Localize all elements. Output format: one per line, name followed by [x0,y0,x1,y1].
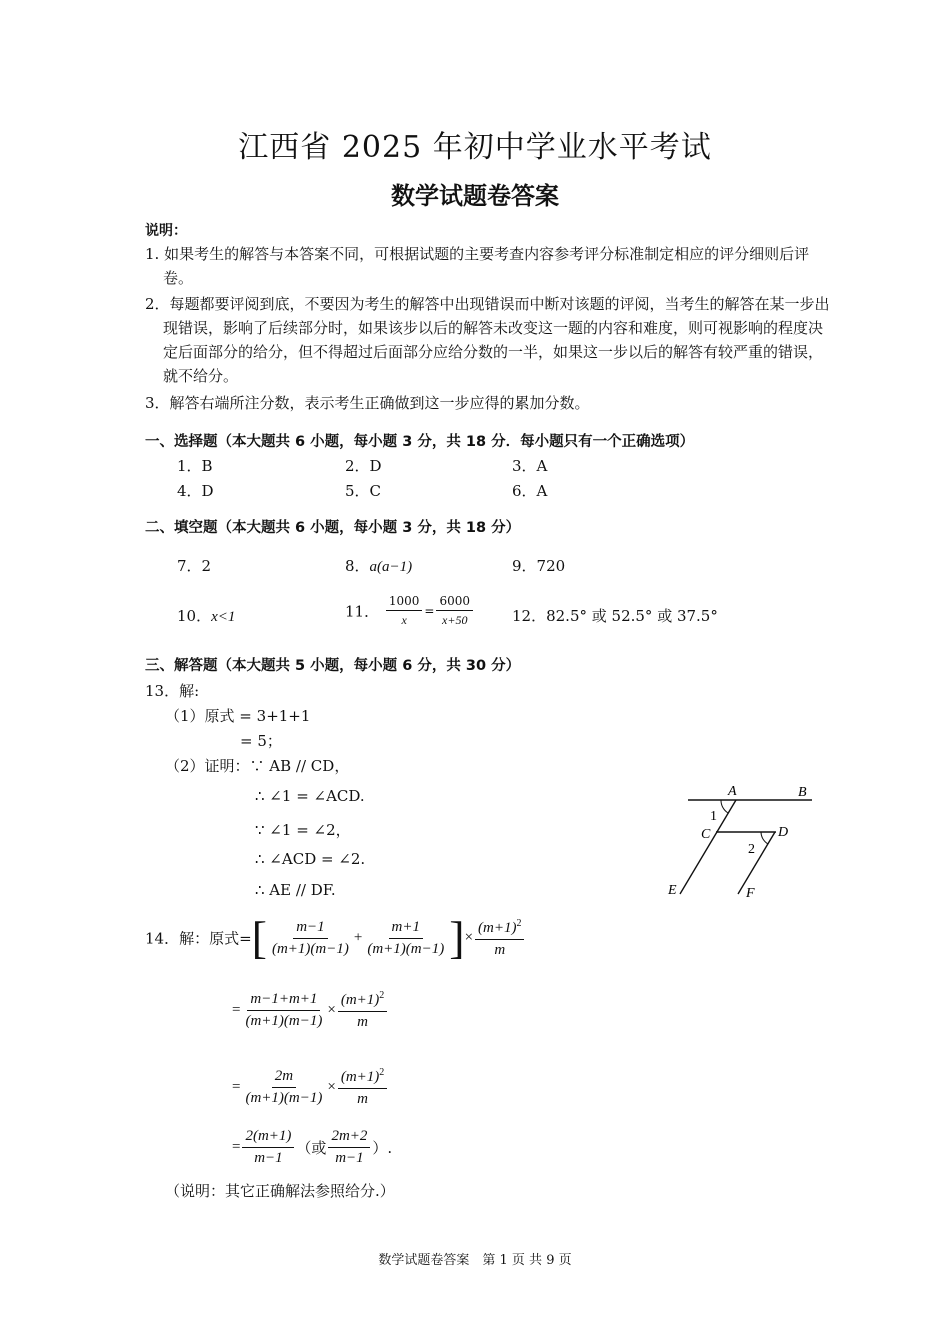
exponent: 2 [516,917,522,929]
page-subtitle: 数学试题卷答案 [391,182,559,210]
label-c: C [701,827,711,842]
fraction-numerator: 2m [272,1068,296,1088]
answer-8 [345,555,412,576]
equals-sign: = [232,1079,241,1095]
times-sign: × [327,1079,336,1095]
q14-result-fraction [242,1128,294,1167]
q14-step2-fraction [242,991,325,1030]
note-item-2: 2．每题都要评阅到底，不要因为考生的解答中出现错误而中断对该题的评阅，当考生的解答在某一步出现错误，影响了后续部分时，如果该步以后的解答未改变这一题的内容和难度，则可视影响的程度决定后面部分的给分，但不得超过后面部分应给分数的一半，如果这一步以后的解答有较严重的错误，就不给分。 [145,295,830,385]
times-sign: × [464,929,474,946]
fraction-denominator: x+50 [442,613,468,627]
fraction-numerator: m+1 [389,919,423,939]
answer-8-label: 8． [345,557,370,575]
q13-proof-line4: ∴ ∠ACD = ∠2. [255,850,366,868]
answer-11-label: 11． [345,602,380,621]
q14-line3 [232,1067,389,1108]
q14-step3-fraction [242,1068,325,1107]
q13-part1-line1: （1）原式 = 3+1+1 [165,707,311,725]
section1-heading: 一、选择题（本大题共 6 小题，每小题 3 分，共 18 分．每小题只有一个正确选项） [145,434,695,450]
fraction-denominator: m [357,1091,368,1107]
answer-11-left-fraction [386,594,423,628]
fraction-numerator: 2(m+1) [242,1128,294,1148]
exponent: 2 [379,1067,385,1078]
bracket-close: ] [449,912,465,963]
answer-7: 7．2 [177,557,212,575]
fraction-denominator: (m+1)(m−1) [245,1090,323,1106]
section2-heading: 二、填空题（本大题共 6 小题，每小题 3 分，共 18 分） [145,520,521,536]
angle-1-arc [721,800,728,813]
answer-10-expr: x<1 [211,609,236,625]
answer-1: 1．B [177,457,213,475]
notes-heading: 说明： [145,223,187,239]
label-e: E [668,883,677,898]
label-angle-2: 2 [748,842,755,857]
fraction-denominator: m [494,941,506,958]
q14-square-fraction [475,918,524,959]
answer-11 [345,594,475,628]
fraction-numerator: (m+1) [478,919,517,936]
answer-10-label: 10． [177,607,212,625]
q13-proof-line5: ∴ AE // DF. [255,881,336,899]
answer-9: 9．720 [512,557,566,575]
label-a: A [728,784,737,799]
fraction-denominator: (m+1)(m−1) [367,940,445,957]
answer-10 [177,605,235,626]
equals-sign: = [232,1002,241,1018]
exponent: 2 [379,990,385,1001]
section3-heading: 三、解答题（本大题共 5 小题，每小题 6 分，共 30 分） [145,658,521,674]
line-df [738,832,775,894]
q13-label: 13．解: [145,682,200,700]
answer-2: 2．D [345,457,382,475]
fraction-numerator: 6000 [436,594,473,611]
label-d: D [778,825,789,840]
q14-remark: （说明：其它正确解法参照给分.） [165,1182,395,1200]
page-title: 江西省 2025 年初中学业水平考试 [238,130,712,165]
q13-proof-line3: ∵ ∠1 = ∠2， [255,821,351,839]
fraction-denominator: m−1 [335,1150,364,1166]
label-angle-1: 1 [710,809,717,824]
q13-part1-line2: = 5； [240,732,282,750]
answer-5: 5．C [345,482,382,500]
q14-line1 [145,912,526,963]
answer-11-right-fraction [436,594,473,628]
parallel-lines-figure [660,778,820,903]
fraction-numerator: 1000 [386,594,423,611]
times-sign: × [327,1002,336,1018]
q14-fraction-1 [269,919,352,958]
equals-sign: = [424,604,435,618]
bracket-open: [ [251,912,267,963]
q14-alt-fraction [328,1128,370,1167]
q14-label: 14．解：原式= [145,929,252,948]
alt-close: ）. [372,1139,393,1157]
q13-proof-line2: ∴ ∠1 = ∠ACD. [255,787,365,805]
answer-8-expr: a(a−1) [369,559,413,575]
fraction-denominator: m−1 [254,1150,283,1166]
fraction-denominator: (m+1)(m−1) [271,940,349,957]
answer-6: 6．A [512,482,548,500]
answer-4: 4．D [177,482,214,500]
q14-fraction-2 [364,919,447,958]
q14-step2-square [338,990,387,1031]
line-ae [680,800,736,894]
fraction-numerator: m−1+m+1 [247,991,320,1011]
alt-open: （或 [296,1139,327,1157]
answer-12: 12．82.5° 或 52.5° 或 37.5° [512,607,718,625]
q13-proof-line1: （2）证明：∵ AB // CD， [165,757,350,775]
label-b: B [798,785,807,800]
answer-3: 3．A [512,457,548,475]
fraction-numerator: (m+1) [340,992,380,1008]
fraction-denominator: m [357,1014,368,1030]
equals-sign: = [232,1139,241,1155]
q14-line4 [232,1128,392,1167]
plus-sign: + [353,929,363,946]
angle-2-arc [761,832,768,844]
q14-line2 [232,990,389,1031]
note-item-1: 1. 如果考生的解答与本答案不同，可根据试题的主要考查内容参考评分标准制定相应的评分细则后评卷。 [145,245,810,287]
fraction-numerator: m−1 [293,919,327,939]
note-item-3: 3．解答右端所注分数，表示考生正确做到这一步应得的累加分数。 [145,394,590,412]
label-f: F [746,886,755,901]
fraction-denominator: x [401,613,407,627]
fraction-denominator: (m+1)(m−1) [245,1013,323,1029]
fraction-numerator: (m+1) [340,1069,380,1085]
page-footer: 数学试题卷答案 第 1 页 共 9 页 [378,1253,572,1268]
fraction-numerator: 2m+2 [328,1128,370,1148]
q14-step3-square [338,1067,387,1108]
